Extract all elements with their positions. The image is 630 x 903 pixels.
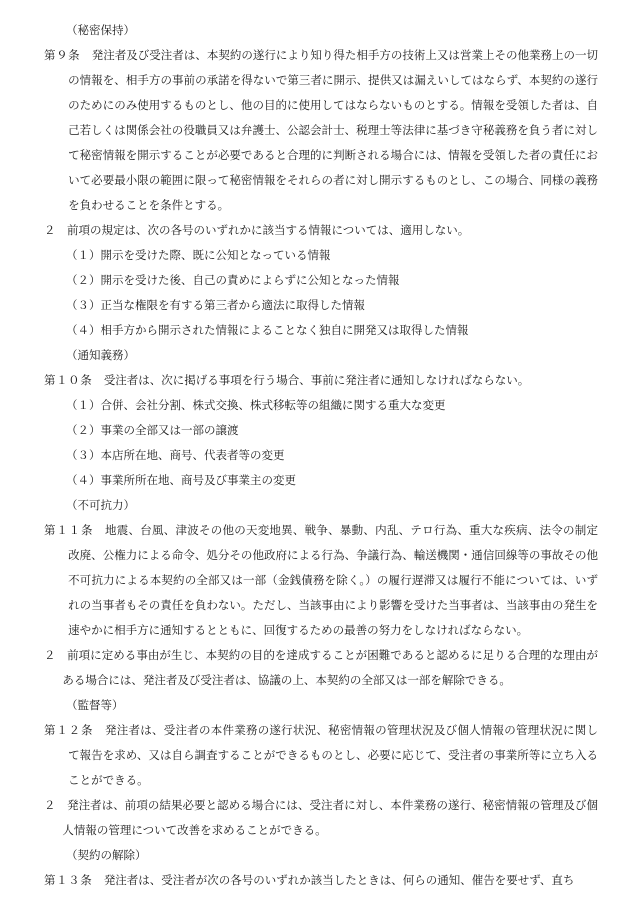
list-item: （２）事業の全部又は一部の譲渡 (66, 423, 239, 437)
article-text: 発注者は、受注者が次の各号のいずれか該当したときは、何らの通知、催告を要せず、直ち (103, 873, 575, 887)
article-label: 第１０条 (44, 373, 93, 387)
paragraph (44, 793, 598, 843)
list-item: （３）正当な権限を有する第三者から適法に取得した情報 (66, 298, 365, 312)
paragraph-label: ２ (44, 798, 56, 812)
article-body (44, 43, 598, 218)
list-item: （２）開示を受けた後、自己の責めによらずに公知となった情報 (66, 273, 400, 287)
article-text: 受注者は、次に掲げる事項を行う場合、事前に発注者に通知しなければならない。 (103, 373, 530, 387)
article-body (44, 718, 598, 793)
paragraph-text: 前項に定める事由が生じ、本契約の目的を達成することが困難であると認めるに足りる合理的な理由がある場合には、発注者及び受注者は、協議の上、本契約の全部又は一部を解除できる。 (62, 648, 599, 687)
paragraph-text: 発注者は、前項の結果必要と認める場合には、受注者に対し、本件業務の遂行、秘密情報の管理及び個人情報の管理について改善を求めることができる。 (62, 798, 599, 837)
article-text: 地震、台風、津波その他の天変地異、戦争、暴動、内乱、テロ行為、重大な疾病、法令の制定改廃、公権力による命令、処分その他政府による行為、争議行為、輸送機関・通信回線等の事故その他不可抗力による本契約の全部又は一部（金銭債務を除く。）の履行遅滞又は履行不能については、いずれの当事者もその責任を負わない。ただし、当該事由により影響を受けた当事者は、当該事由の発生を速やかに相手方に通知するとともに、回復するための最善の努力をしなければならない。 (68, 523, 598, 637)
paragraph-text: 前項の規定は、次の各号のいずれかに該当する情報については、適用しない。 (67, 223, 470, 237)
article-body (44, 368, 598, 393)
article-heading: （監督等） (66, 698, 124, 712)
article-label: 第１２条 (44, 723, 94, 737)
paragraph (44, 643, 598, 693)
list-item: （４）相手方から開示された情報によることなく独自に開発又は取得した情報 (66, 323, 469, 337)
article-label: 第９条 (44, 48, 81, 62)
list-item: （１）合併、会社分割、株式交換、株式移転等の組織に関する重大な変更 (66, 398, 446, 412)
article-label: 第１１条 (44, 523, 94, 537)
list-item: （３）本店所在地、商号、代表者等の変更 (66, 448, 285, 462)
article-text: 発注者及び受注者は、本契約の遂行により知り得た相手方の技術上又は営業上その他業務上の一切の情報を、相手方の事前の承諾を得ないで第三者に開示、提供又は漏えいしてはならず、本契約の遂行のためにのみ使用するものとし、他の目的に使用してはならないものとする。情報を受領した者は、自己若しくは関係会社の役職員又は弁護士、公認会計士、税理士等法律に基づき守秘義務を負う者に対して秘密情報を開示することが必要であると合理的に判断される場合には、情報を受領した者の責任において必要最小限の範囲に限って秘密情報をそれらの者に対し開示するものとし、この場合、同様の義務を負わせることを条件とする。 (68, 48, 599, 212)
article-heading: （通知義務） (66, 348, 135, 362)
article-heading: （契約の解除） (66, 848, 147, 862)
article-label: 第１３条 (44, 873, 93, 887)
list-item: （４）事業所所在地、商号及び事業主の変更 (66, 473, 296, 487)
article-heading: （不可抗力） (66, 498, 135, 512)
paragraph-label: ２ (44, 223, 56, 237)
article-body (44, 868, 598, 893)
paragraph (44, 218, 598, 243)
paragraph-label: ２ (44, 648, 56, 662)
article-heading: （秘密保持） (66, 23, 135, 37)
article-text: 発注者は、受注者の本件業務の遂行状況、秘密情報の管理状況及び個人情報の管理状況に関して報告を求め、又は自ら調査することができるものとし、必要に応じて、受注者の事業所等に立ち入ることができる。 (68, 723, 598, 787)
list-item: （１）開示を受けた際、既に公知となっている情報 (66, 248, 331, 262)
article-body (44, 518, 598, 643)
